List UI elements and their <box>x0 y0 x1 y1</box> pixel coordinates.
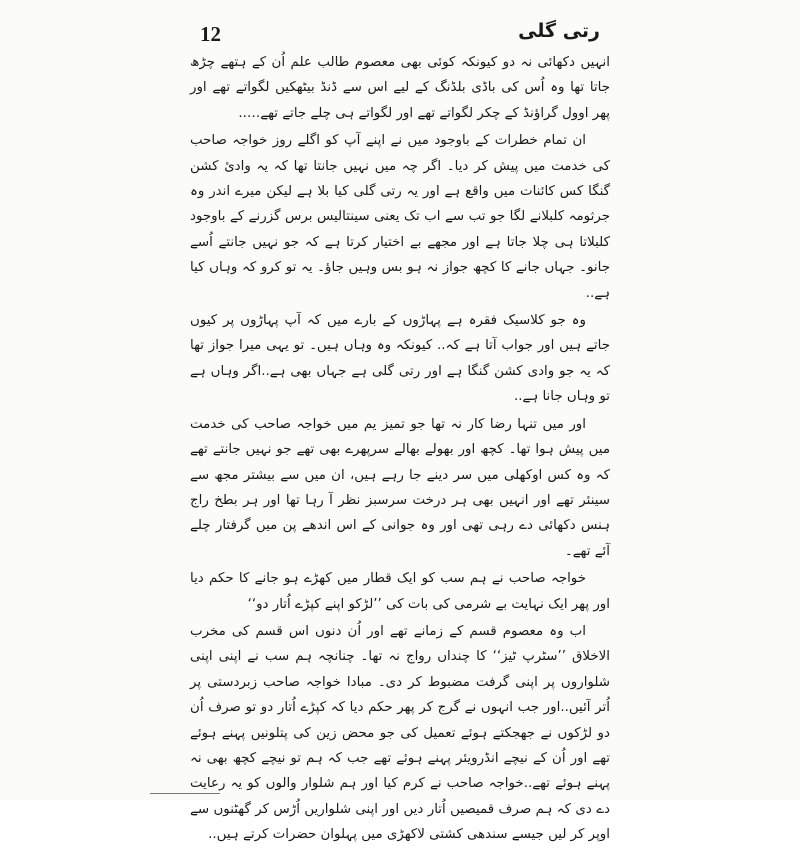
paragraph-1: انہیں دکھائی نہ دو کیونکہ کوئی بھی معصوم طالب علم اُن کے ہتھے چڑھ جاتا تھا وہ اُس کی باڈی بلڈنگ کے لیے اس سے ڈنڈ بیٹھکیں لگواتے تھے اور پھر اوول گراؤنڈ کے چکر لگواتے تھے اور لگواتے ہی چلے جاتے تھے….. <box>190 55 610 121</box>
scan-edge-mark <box>150 789 220 794</box>
paragraph-3: وہ جو کلاسیک فقرہ ہے پہاڑوں کے بارے میں کہ آپ پہاڑوں پر کیوں جاتے ہیں اور جواب آتا ہے کہ.. کیونکہ وہ وہاں ہیں۔ تو یہی میرا جواز تھا کہ یہ جو وادی کشن گنگا ہے اور رتی گلی ہے جہاں بھی ہے..اگر وہاں ہے تو وہاں جانا ہے.. <box>190 313 610 405</box>
running-title: رتی گلی <box>518 20 600 42</box>
page-body <box>190 50 610 843</box>
page-number: 12 <box>200 22 221 46</box>
paragraph-6: اب وہ معصوم قسم کے زمانے تھے اور اُن دنوں اس قسم کی مخرب الاخلاق ’’سٹرپ ٹیز‘‘ کا چنداں رواج نہ تھا۔ چنانچہ ہم سب نے اپنی اپنی شلواروں پر اپنی گرفت مضبوط کر دی۔ مبادا خواجہ صاحب زبردستی پر اُتر آئیں..اور جب انہوں نے گرج کر پھر حکم دیا کہ کپڑے اُتار دو تو صرف اُن دو لڑکوں نے جھجکتے ہوئے تعمیل کی جو محض زین کی پتلونیں پہنے ہوئے تھے اور اُن کے نیچے انڈرویئر پہنے ہوئے تھے جب کہ ہم تو نیچے کچھ بھی نہ پہنے ہوئے تھے..خواجہ صاحب نے کرم کیا اور ہم شلوار والوں کو یہ رعایت دے دی کہ ہم صرف قمیصیں اُتار دیں اور اپنی شلواریں اُڑس کر گھٹنوں سے اوپر کر لیں جیسے سندھی کشتی لاکھڑی میں پہلوان حضرات کرتے ہیں.. <box>190 623 610 843</box>
paragraph-4: اور میں تنہا رضا کار نہ تھا جو تمیز یم میں خواجہ صاحب کی خدمت میں پیش ہوا تھا۔ کچھ اور بھولے بھالے سرپھرے بھی تھے جو نہیں جانتے تھے کہ وہ کس اوکھلی میں سر دینے جا رہے ہیں، ان میں سے بیشتر مجھ سے سینئر تھے اور انہیں بھی ہر درخت سرسبز نظر آ رہا تھا اور ہر بطخ راج ہنس دکھائی دے رہی تھی اور وہ جوانی کے اس اندھے پن میں گرفتار چلے آئے تھے۔ <box>190 416 610 559</box>
paragraph-5: خواجہ صاحب نے ہم سب کو ایک قطار میں کھڑے ہو جانے کا حکم دیا اور پھر ایک نہایت بے شرمی کی بات کی ’’لڑکو اپنے کپڑے اُتار دو‘‘ <box>190 571 610 612</box>
paragraph-2: ان تمام خطرات کے باوجود میں نے اپنے آپ کو اگلے روز خواجہ صاحب کی خدمت میں پیش کر دیا۔ اگر چہ میں نہیں جانتا تھا کہ یہ وادیٔ کشن گنگا کس کائنات میں واقع ہے اور یہ رتی گلی کیا بلا ہے لیکن میرے اندر وہ جرثومہ کلبلانے لگا جو تب سے اب تک یعنی سینتالیس برس گزرنے کے باوجود کلبلاتا ہی چلا جاتا ہے اور مجھے بے اختیار کرتا ہے کہ جو نہیں جانتے اُسے جانو۔ جہاں جانے کا کچھ جواز نہ ہو بس وہیں جاؤ۔ یہ تو کرو کہ وہاں کیا ہے.. <box>190 133 610 301</box>
